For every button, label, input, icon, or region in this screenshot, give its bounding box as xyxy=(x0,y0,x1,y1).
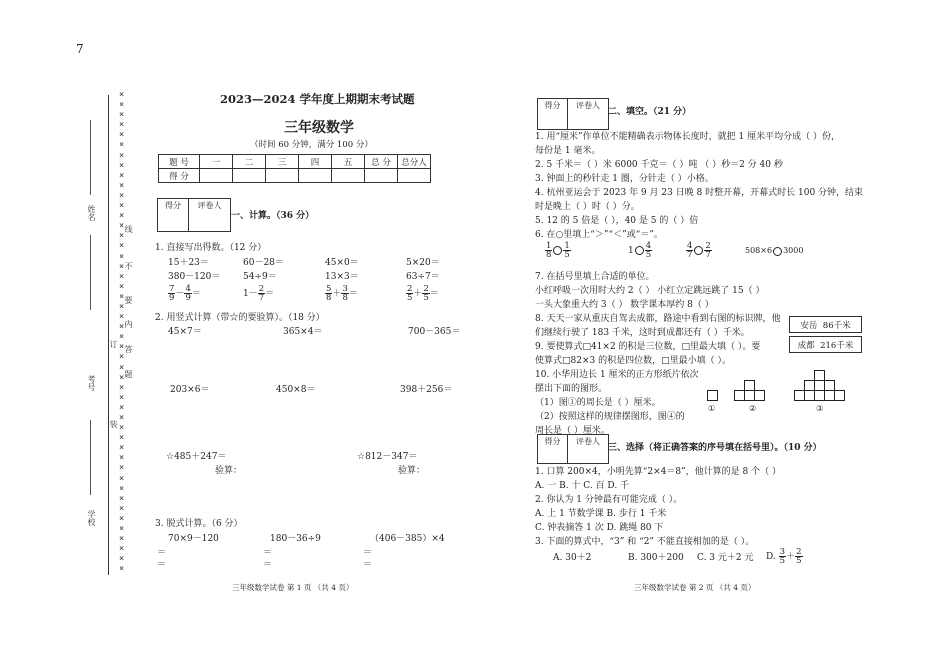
q1-fraction-item: $\frac{5}{8}$ ＋ $\frac{3}{8}$ ＝ xyxy=(326,284,358,303)
score-box-1 xyxy=(157,198,231,232)
numerator: 2 xyxy=(258,284,265,294)
denominator: 5 xyxy=(779,556,786,566)
numerator: 2 xyxy=(705,241,711,251)
choice-line: A. 上 1 节数学课 B. 步行 1 千米 xyxy=(535,509,667,519)
section-3-title: 三、选择（将正确答案的序号填在括号里）。（10 分） xyxy=(608,443,822,453)
grade-cell[interactable] xyxy=(299,169,332,183)
compare-item xyxy=(745,245,803,257)
q3-item: 70×9－120 xyxy=(168,534,219,544)
school-label: 学校 xyxy=(87,510,96,526)
q2-item: 365×4＝ xyxy=(283,327,323,337)
road-sign xyxy=(789,316,862,333)
denominator: 5 xyxy=(796,556,802,566)
corner-mark: 7 xyxy=(76,42,84,56)
score-box-label: 得分 xyxy=(538,435,568,463)
sign-distance: 216千米 xyxy=(820,340,854,351)
fill-line: 10. 小华用边长 1 厘米的正方形纸片依次 xyxy=(535,370,699,380)
numerator: 4 xyxy=(687,241,693,251)
name-line xyxy=(90,120,91,195)
score-box-label: 得分 xyxy=(538,99,568,129)
grade-header: 总分人 xyxy=(398,155,431,169)
grade-header: 三 xyxy=(266,155,299,169)
binding-char: 装 xyxy=(109,420,118,428)
numerator: 2 xyxy=(423,284,429,294)
q1-item: 60－28＝ xyxy=(243,258,284,268)
fill-line: 2. 5 千米＝（ ）米 6000 千克＝（ ）吨 （ ）秒＝2 分 40 秒 xyxy=(535,160,783,170)
numerator: 4 xyxy=(185,284,191,294)
binding-char: 答 xyxy=(124,345,133,353)
whole-number: 1 xyxy=(628,246,634,256)
eq-sign: ＝ xyxy=(263,548,273,558)
exam-title: 2023—2024 学年度上期期末考试题 xyxy=(220,92,415,106)
binding-line xyxy=(108,95,109,575)
binding-char: 不 xyxy=(124,262,133,270)
expression: 508×6 xyxy=(745,246,773,255)
score-box-2 xyxy=(537,98,609,130)
q2-item: ☆485＋247＝ xyxy=(166,452,227,462)
check-label: 验算： xyxy=(215,466,243,476)
q2-title: 2. 用竖式计算（带☆的要验算）。（18 分） xyxy=(155,313,325,323)
fill-line: 周长是（ ）厘米。 xyxy=(535,426,610,436)
numerator: 2 xyxy=(407,284,413,294)
numerator: 1 xyxy=(564,241,570,251)
choice-option: D. $\frac{3}{5}$ ＋ $\frac{2}{5}$ xyxy=(766,547,802,566)
denominator: 8 xyxy=(326,293,332,303)
exam-number-label: 考号 xyxy=(87,375,96,391)
q1-title: 1. 直接写出得数。（12 分） xyxy=(155,243,267,253)
fill-line: 7. 在括号里填上合适的单位。 xyxy=(535,272,655,282)
sign-distance: 86千米 xyxy=(822,320,851,331)
section-1-title: 一、计算。（36 分） xyxy=(231,211,315,221)
q3-item: 180－36÷9 xyxy=(270,534,321,544)
numerator: 3 xyxy=(779,547,786,557)
name-label: 姓名 xyxy=(87,205,96,221)
choice-option: C. 3 元＋2 元 xyxy=(697,553,754,563)
choice-line: 2. 你认为 1 分钟最有可能完成（ ）。 xyxy=(535,495,683,505)
fill-line: （2）按照这样的规律摆图形，图④的 xyxy=(535,412,685,422)
page2-footer: 三年级数学试卷 第 2 页 （共 4 页） xyxy=(634,583,756,592)
fill-line: 小红呼吸一次用时大约 2（ ） 小红立定跳远跳了 15（ ） xyxy=(535,286,765,296)
q1-fraction-item: $\frac{7}{9}$ － $\frac{4}{9}$ ＝ xyxy=(169,284,201,303)
fill-line: 1. 用“厘米”作单位不能精确表示物体长度时，就把 1 厘米平均分成（ ）份， xyxy=(535,132,840,142)
fill-line: 一头大象重大约 3（ ） 数学课本厚约 8（ ） xyxy=(535,300,714,310)
grade-header: 一 xyxy=(200,155,233,169)
denominator: 5 xyxy=(407,293,413,303)
grader-box-label: 评卷人 xyxy=(197,201,222,210)
grade-cell[interactable] xyxy=(200,169,233,183)
figure-label: ① xyxy=(708,404,716,413)
eq-sign: ＝ xyxy=(157,548,167,558)
q3-item: （406－385）×4 xyxy=(370,534,445,544)
grade-cell[interactable] xyxy=(365,169,398,183)
figure-square xyxy=(707,390,718,401)
denominator: 5 xyxy=(645,250,652,260)
subject-title: 三年级数学 xyxy=(284,120,354,136)
eq-sign: ＝ xyxy=(363,548,373,558)
sign-city: 成都 xyxy=(797,340,815,351)
fill-line: （1）图①的周长是（ ）厘米。 xyxy=(535,398,661,408)
grade-cell[interactable] xyxy=(266,169,299,183)
grade-cell[interactable] xyxy=(398,169,431,183)
q1-item: 5×20＝ xyxy=(406,258,440,268)
road-sign xyxy=(789,336,862,353)
choice-option: A. 30＋2 xyxy=(553,553,592,563)
q1-fraction-item: 1－ $\frac{2}{7}$ ＝ xyxy=(243,284,275,303)
q2-item: ☆812－347＝ xyxy=(357,452,418,462)
q1-item: 54÷9＝ xyxy=(243,272,277,282)
operator: ＋ xyxy=(413,289,423,299)
grade-header: 二 xyxy=(233,155,266,169)
compare-circle[interactable] xyxy=(553,246,562,255)
q1-fraction-item: $\frac{2}{5}$ ＋ $\frac{2}{5}$ ＝ xyxy=(407,284,439,303)
denominator: 5 xyxy=(564,250,570,260)
prefix: 1－ xyxy=(243,289,258,299)
score-box-label: 得分 xyxy=(158,199,189,231)
compare-circle[interactable] xyxy=(694,246,703,255)
fill-line: 每份是 1 毫米。 xyxy=(535,146,601,156)
fill-line: 4. 杭州亚运会于 2023 年 9 月 23 日晚 8 时整开幕，开幕式时长 100 分钟，结束 xyxy=(535,188,864,198)
exam-line xyxy=(90,235,91,310)
school-line xyxy=(90,420,91,495)
fill-line: 9. 要使算式□41×2 的积是三位数，□里最大填（ ）。要 xyxy=(535,342,761,352)
binding-x-column: ×××××××××××××××××××××××××××××××××××××××××××××××× xyxy=(119,90,125,575)
section-2-title: 二、填空。（21 分） xyxy=(608,107,692,117)
grade-cell[interactable] xyxy=(233,169,266,183)
grader-box-label: 评卷人 xyxy=(576,101,600,110)
grade-header: 四 xyxy=(299,155,332,169)
compare-item xyxy=(545,240,571,262)
choice-line: 3. 下面的算式中，“3” 和 “2” 不能直接相加的是（ ）。 xyxy=(535,537,755,547)
fill-line: 时是晚上（ ）时（ ）分。 xyxy=(535,202,640,212)
time-note: （时间 60 分钟，满分 100 分） xyxy=(250,140,373,150)
numerator: 4 xyxy=(645,241,652,251)
choice-line: C. 钟表摘答 1 次 D. 跳绳 80 下 xyxy=(535,523,664,533)
whole-number: 3000 xyxy=(783,246,804,255)
q1-item: 45×0＝ xyxy=(325,258,359,268)
denominator: 5 xyxy=(423,293,429,303)
grade-header: 五 xyxy=(332,155,365,169)
q1-item: 63÷7＝ xyxy=(406,272,440,282)
binding-char: 题 xyxy=(124,370,133,378)
q1-item: 13×3＝ xyxy=(325,272,359,282)
binding-char: 线 xyxy=(124,225,133,233)
option-letter: D. xyxy=(766,552,776,562)
fill-line: 们继续行驶了 183 千米，这时到成都还有（ ）千米。 xyxy=(535,328,750,338)
denominator: 7 xyxy=(687,250,693,260)
binding-char: 订 xyxy=(109,340,118,348)
denominator: 8 xyxy=(546,250,552,260)
fill-line: 8. 天天一家从重庆自驾去成都，路途中看到右图的标识牌，他 xyxy=(535,314,781,324)
grader-box-label: 评卷人 xyxy=(576,437,600,446)
numerator: 5 xyxy=(326,284,332,294)
numerator: 7 xyxy=(169,284,175,294)
fill-line: 6. 在○里填上“＞”“＜”或“＝”。 xyxy=(535,230,663,240)
binding-char: 要 xyxy=(124,296,133,304)
q3-title: 3. 脱式计算。（6 分） xyxy=(155,519,243,529)
numerator: 3 xyxy=(342,284,348,294)
fill-line: 5. 12 的 5 倍是（ ），40 是 5 的（ ）倍 xyxy=(535,216,699,226)
score-box-3 xyxy=(537,434,609,464)
choice-line: A. 一 B. 十 C. 百 D. 千 xyxy=(535,481,630,491)
fill-line: 摆出下面的图形。 xyxy=(535,384,608,394)
denominator: 9 xyxy=(169,293,175,303)
figure-label: ② xyxy=(749,404,757,413)
q2-item: 700－365＝ xyxy=(408,327,461,337)
q1-item: 15＋23＝ xyxy=(168,258,209,268)
eq-sign: ＝ xyxy=(157,560,167,570)
eq-sign: ＝ xyxy=(263,560,273,570)
eq-sign: ＝ xyxy=(363,560,373,570)
numerator: 1 xyxy=(546,241,552,251)
q2-item: 398＋256＝ xyxy=(400,385,453,395)
grade-cell[interactable] xyxy=(332,169,365,183)
sign-city: 安岳 xyxy=(800,320,818,331)
page1-footer: 三年级数学试卷 第 1 页 （共 4 页） xyxy=(232,583,354,592)
compare-item xyxy=(628,240,652,262)
binding-char: 内 xyxy=(124,320,133,328)
compare-item xyxy=(686,240,712,262)
grade-table xyxy=(158,154,431,183)
figure-square xyxy=(834,390,845,401)
denominator: 7 xyxy=(258,293,265,303)
q2-item: 450×8＝ xyxy=(276,385,316,395)
q2-item: 45×7＝ xyxy=(168,327,202,337)
choice-option: B. 300＋200 xyxy=(628,553,684,563)
denominator: 9 xyxy=(185,293,191,303)
q1-item: 380－120＝ xyxy=(168,272,221,282)
grade-header: 总 分 xyxy=(365,155,398,169)
check-label: 验算： xyxy=(398,466,426,476)
figure-label: ③ xyxy=(816,404,824,413)
grade-row-label: 得 分 xyxy=(159,169,200,183)
denominator: 7 xyxy=(705,250,711,260)
choice-line: 1. 口算 200×4，小明先算“2×4＝8”，他计算的是 8 个（ ） xyxy=(535,467,781,477)
fill-line: 使算式□82×3 的积是四位数，□里最小填（ ）。 xyxy=(535,356,731,366)
numerator: 2 xyxy=(796,547,802,557)
compare-circle[interactable] xyxy=(773,247,782,256)
figure-square xyxy=(754,390,765,401)
compare-circle[interactable] xyxy=(635,246,644,255)
grade-header: 题 号 xyxy=(159,155,200,169)
operator: － xyxy=(175,289,185,299)
q2-item: 203×6＝ xyxy=(170,385,210,395)
fill-line: 3. 钟面上的秒针走 1 圈，分针走（ ）小格。 xyxy=(535,174,714,184)
operator: ＋ xyxy=(332,289,342,299)
denominator: 8 xyxy=(342,293,348,303)
